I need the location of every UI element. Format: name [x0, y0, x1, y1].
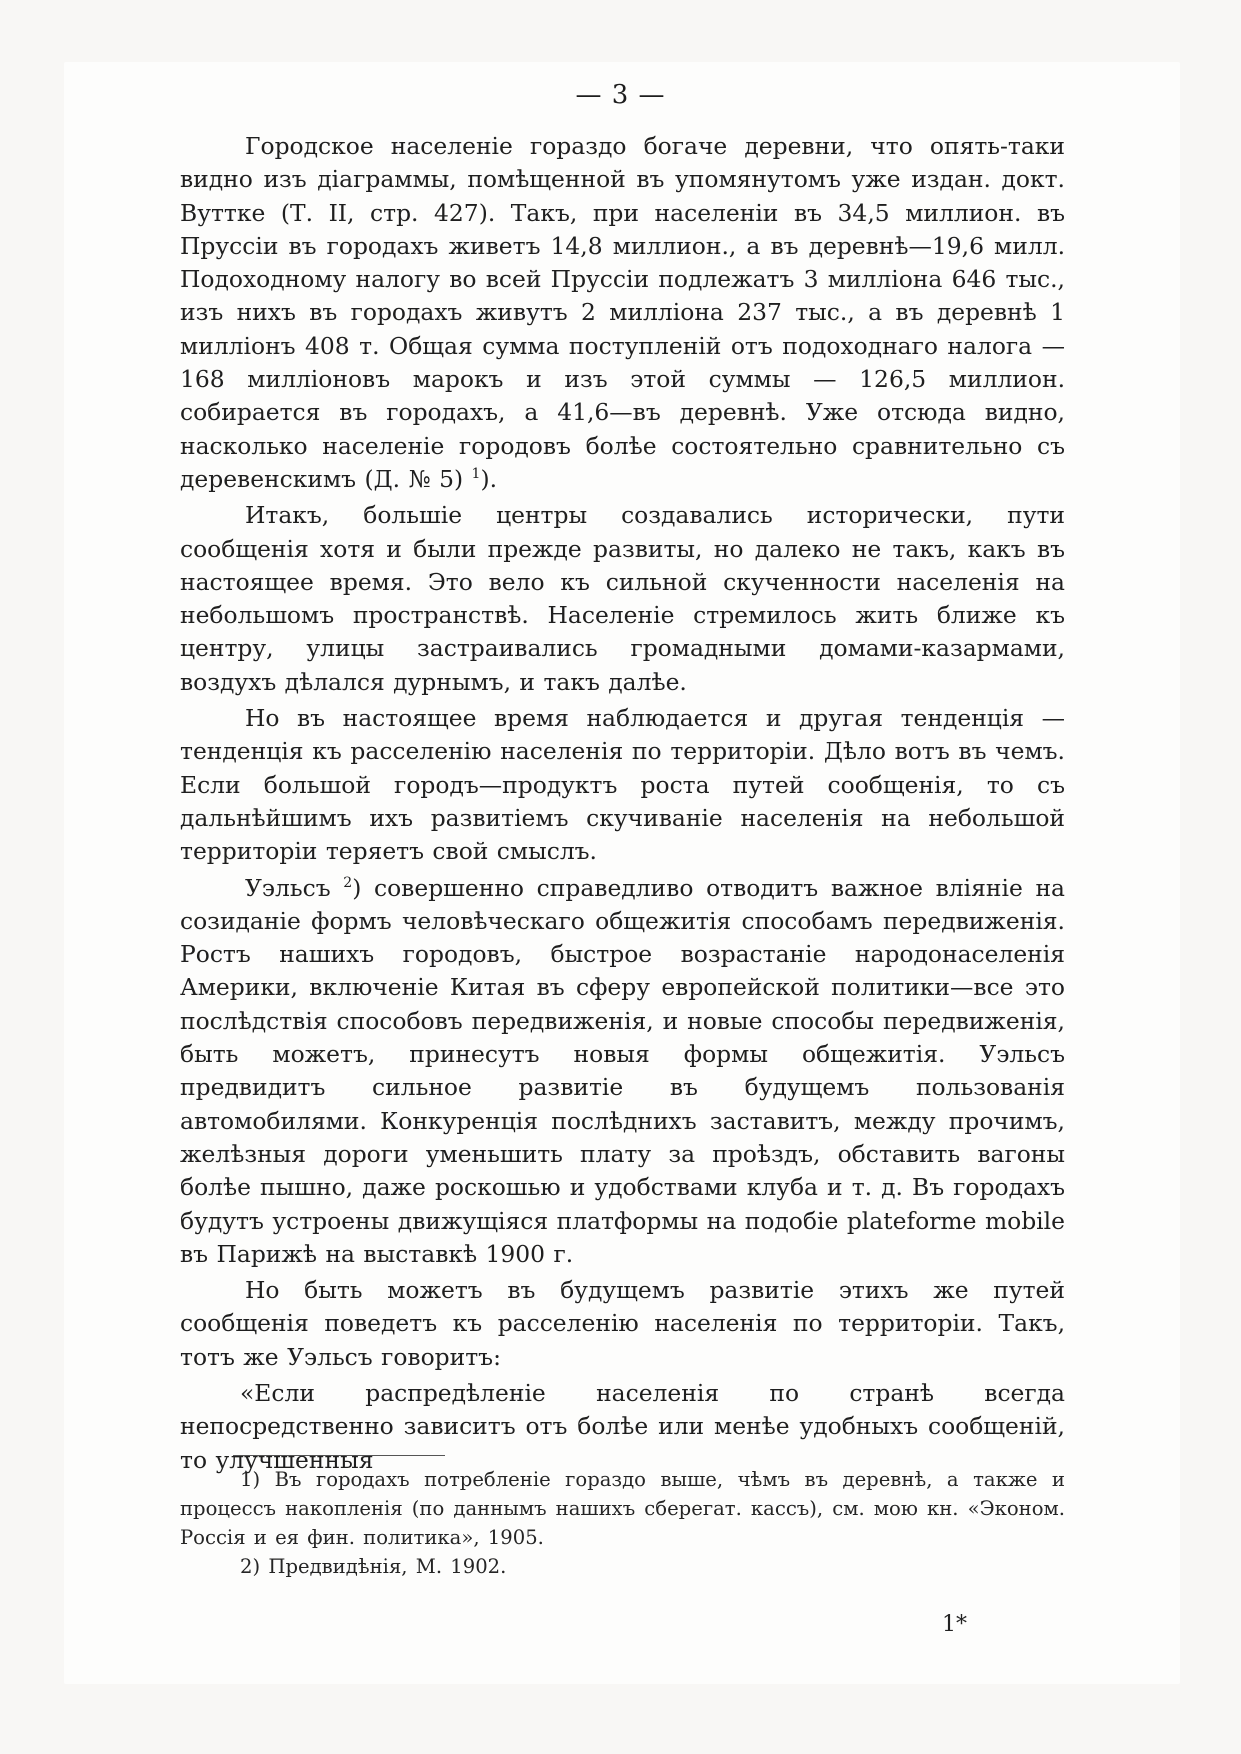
paragraph-1-text: Городское населеніе гораздо богаче деревни, что опять-таки видно изъ діаграммы, помѣщенной въ упомянутомъ уже издан. докт. Вуттке (Т. II, стр. 427). Такъ, при населеніи въ 34,5 миллион. въ Пруссіи въ городахъ живетъ 14,8 миллион., а въ деревнѣ—19,6 милл. Подоходному налогу во всей Пруссіи подлежатъ 3 миллiона 646 тыс., изъ нихъ въ городахъ живутъ 2 миллiона 237 тыс., а въ деревнѣ 1 миллiонъ 408 т. Общая сумма поступленій отъ подоходнаго налога — 168 миллiоновъ марокъ и изъ этой суммы — 126,5 миллион. собирается въ городахъ, а 41,6—въ деревнѣ. Уже отсюда видно, насколько населеніе городовъ болѣе состоятельно сравнительно съ деревенскимъ (Д. № 5) — [180, 132, 1065, 493]
footnote-2-text: Предвидѣнія, М. 1902. — [268, 1555, 507, 1578]
page-number: — 3 — — [575, 80, 666, 110]
paragraph-5: Но быть можетъ въ будущемъ развитіе этихъ же путей сообщенія поведетъ къ расселенію населенія по территоріи. Такъ, тотъ же Уэльсъ говоритъ: — [180, 1276, 1065, 1371]
footnote-1-text: Въ городахъ потребленіе гораздо выше, чѣмъ въ деревнѣ, а также и процессъ накопленія (по даннымъ нашихъ сберегат. кассъ), см. мою кн. «Эконом. Россія и ея фин. политика», 1905. — [180, 1468, 1065, 1549]
footnote-1 — [180, 1465, 1065, 1552]
footnote-2-marker: 2) — [240, 1555, 261, 1578]
printer-signature-mark: 1* — [942, 1612, 967, 1637]
paragraph-3: Но въ настоящее время наблюдается и другая тенденція — тенденція къ расселенію населенія по территоріи. Дѣло вотъ въ чемъ. Если большой городъ—продуктъ роста путей сообщенія, то съ дальнѣйшимъ ихъ развитіемъ скучиванiе населенія на небольшой территоріи теряетъ свой смыслъ. — [180, 704, 1065, 866]
footnote-ref-2: 2 — [343, 874, 353, 891]
main-text — [180, 130, 1065, 1480]
footnote-2 — [180, 1552, 1065, 1581]
paragraph-4-text: совершенно справедливо отводитъ важное вліяніе на созиданіе формъ человѣческаго общежитія способамъ передвиженія. Ростъ нашихъ городовъ, быстрое возрастаніе народонаселенія Америки, включеніе Китая въ сферу европейской политики—все это послѣдствія способовъ передвиженія, и новые способы передвиженія, быть можетъ, принесутъ новыя формы общежитія. Уэльсъ предвидитъ сильное развитіе въ будущемъ пользованія автомобилями. Конкуренція послѣднихъ заставитъ, между прочимъ, желѣзныя дороги уменьшить плату за проѣздъ, обставить вагоны болѣе пышно, даже роскошью и удобствами клуба и т. д. Въ городахъ будутъ устроены движущіяся платформы на подобіе plateforme mobile въ Парижѣ на выставкѣ 1900 г. — [180, 873, 1066, 1268]
footnote-divider — [233, 1455, 445, 1457]
footnotes — [180, 1465, 1065, 1581]
paragraph-1 — [180, 130, 1065, 496]
paragraph-2: Итакъ, большіе центры создавались исторически, пути сообщенія хотя и были прежде развиты, но далеко не такъ, какъ въ настоящее время. Это вело къ сильной скученности населенія на небольшомъ пространствѣ. Населеніе стремилось жить ближе къ центру, улицы застраивались громадными домами-казармами, воздухъ дѣлался дурнымъ, и такъ далѣе. — [180, 501, 1065, 696]
footnote-1-marker: 1) — [240, 1468, 261, 1491]
footnote-ref-1: 1 — [471, 466, 481, 483]
footnote-ref-2-close: ) — [352, 873, 362, 902]
paragraph-4 — [180, 872, 1065, 1272]
paragraph-6-quote: «Если распредѣленіе населенія по странѣ всегда непосредственно зависитъ отъ болѣе или менѣе удобныхъ сообщеній, то улучшенныя — [180, 1378, 1065, 1474]
footnote-ref-1-close: ). — [480, 464, 497, 493]
paragraph-4-lead: Уэльсъ — [245, 873, 331, 902]
